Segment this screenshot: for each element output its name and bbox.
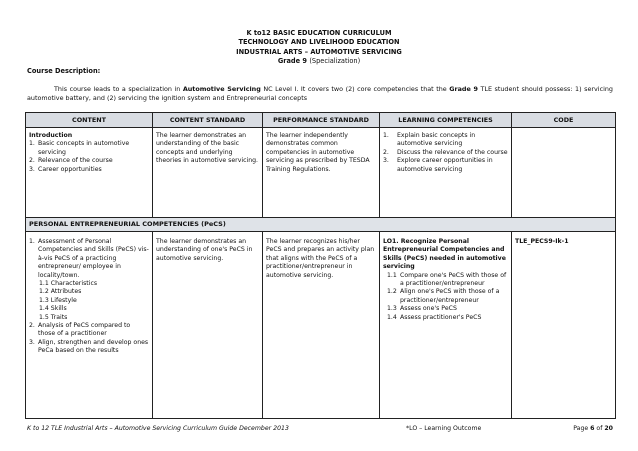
list-item-text: 1.2 Attributes [39,288,82,296]
cell-content-standard: The learner demonstrates an understanding of the basic concepts and underlying theories in automotive servicing. [153,128,263,218]
cell-learning-competencies [380,128,512,218]
header-line-1: K to12 BASIC EDUCATION CURRICULUM [246,29,392,37]
list-item-text: Explain basic concepts in automotive servicing [397,132,476,148]
header-specialization: (Specialization) [309,56,361,65]
header-content-standard: CONTENT STANDARD [153,113,263,128]
list-item-number: 1. [29,238,35,245]
cell-performance-standard: The learner recognizes his/her PeCS and prepares an activity plan that aligns with the PeCS of a practitioner/entrepreneur in automotive servicing. [263,232,380,419]
desc-text-2: NC Level I. It covers two (2) core competencies that the [260,85,450,93]
list-item-text: 1.1 Characteristics [39,280,98,288]
list-item [29,280,149,288]
header-grade-line [0,57,638,66]
list-item [29,314,149,322]
list-item [29,157,149,165]
document-header [0,29,638,66]
page-num: 6 [590,425,595,432]
list-item-text: Assessment of Personal Competencies and Skills (PeCS) vis-à-vis PeCS of a practicing entrepreneur/ employee in locality/town. [38,238,149,279]
header-line-3: INDUSTRIAL ARTS – AUTOMOTIVE SERVICING [236,47,402,56]
course-description-text [27,85,613,103]
list-item-text: Assess one's PeCS [400,305,457,313]
list-item-text: 1.3 Lifestyle [39,296,77,304]
list-item-number: 1.3 [387,305,397,313]
list-item-number: 3. [29,338,35,346]
list-item [383,149,508,157]
list-item-text: Basic concepts in automotive servicing [38,140,130,156]
desc-text-3: TLE student should possess: 1) servicing automotive battery, and (2) servicing the ignition system and Entrepreneurial concepts [27,85,613,103]
footer-page-number [573,425,613,432]
list-item-text: Career opportunities [38,165,102,173]
list-item [29,166,149,174]
desc-text-1: This course leads to a specialization in [54,85,183,93]
header-content: CONTENT [26,113,153,128]
header-grade: Grade 9 [277,56,308,65]
header-code: CODE [512,113,616,128]
section-title: PERSONAL ENTREPRENEURIAL COMPETENCIES (PeCS) [26,218,616,232]
lo-title: LO1. Recognize Personal Entrepreneurial Competencies and Skills (PeCS) needed in automotive servicing [383,238,506,271]
list-item-number: 3. [383,157,389,165]
list-item-number: 1. [383,132,389,139]
footer-title: K to 12 TLE Industrial Arts – Automotive Servicing Curriculum Guide December 2013 [27,425,289,432]
list-item [383,132,508,149]
list-item-number: 1.4 [387,313,397,321]
list-item-number: 1.1 [387,271,397,279]
cell-code [512,128,616,218]
table-header-row [26,113,616,128]
header-line-2: TECHNOLOGY AND LIVELIHOOD EDUCATION [238,38,400,47]
desc-bold-2: Grade 9 [449,85,478,93]
cell-code: TLE_PECS9-Ik-1 [512,232,616,419]
cell-learning-competencies [380,232,512,419]
list-item [29,297,149,305]
list-item [383,272,508,289]
list-item-text: Explore career opportunities in automotive servicing [397,157,493,173]
header-performance-standard: PERFORMANCE STANDARD [263,113,380,128]
list-item-text: Align, strengthen and develop ones PeCa based on the results [38,338,149,355]
list-item-number: 1.2 [387,288,397,296]
list-item [29,238,149,280]
intro-content-list [29,140,149,174]
list-item [29,339,149,356]
course-description-label: Course Description: [27,67,101,75]
list-item [29,322,149,339]
page-total: 20 [604,425,613,432]
section-row [26,218,616,232]
list-item-text: Assess practitioner's PeCS [400,313,482,321]
table-row-introduction [26,128,616,218]
list-item-text: Discuss the relevance of the course [397,148,508,156]
list-item [383,314,508,322]
list-item-text: Relevance of the course [38,157,113,165]
list-item-text: 1.5 Traits [39,313,68,321]
list-item-number: 2. [29,157,35,165]
pecs-content-list [29,238,149,356]
list-item-number: 1. [29,140,35,148]
curriculum-table [25,112,616,419]
intro-title: Introduction [29,132,73,139]
cell-content-standard: The learner demonstrates an understanding of one's PeCS in automotive servicing. [153,232,263,419]
list-item-number: 2. [29,322,35,330]
page-prefix: Page [573,425,591,432]
list-item-number: 2. [383,148,389,156]
list-item-text: Analysis of PeCS compared to those of a practitioner [38,322,131,338]
list-item [29,140,149,157]
desc-bold-1: Automotive Servicing [182,85,261,93]
intro-competency-list [383,132,508,174]
list-item [383,305,508,313]
footer-lo-note: *LO – Learning Outcome [406,425,482,432]
header-learning-competencies: LEARNING COMPETENCIES [380,113,512,128]
list-item-text: 1.4 Skills [39,305,67,313]
list-item [29,305,149,313]
list-item-text: Compare one's PeCS with those of a practitioner/entrepreneur [400,271,507,288]
cell-content [26,128,153,218]
pecs-competency-list [383,272,508,322]
list-item-text: Align one's PeCS with those of a practitioner/entrepreneur [400,288,500,304]
list-item [383,157,508,174]
list-item-number: 3. [29,165,35,173]
list-item [383,288,508,305]
page-of: of [594,425,605,432]
cell-performance-standard: The learner independently demonstrates common competencies in automotive servicing as prescribed by TESDA Training Regulations. [263,128,380,218]
table-row-pecs [26,232,616,419]
cell-content [26,232,153,419]
list-item [29,288,149,296]
